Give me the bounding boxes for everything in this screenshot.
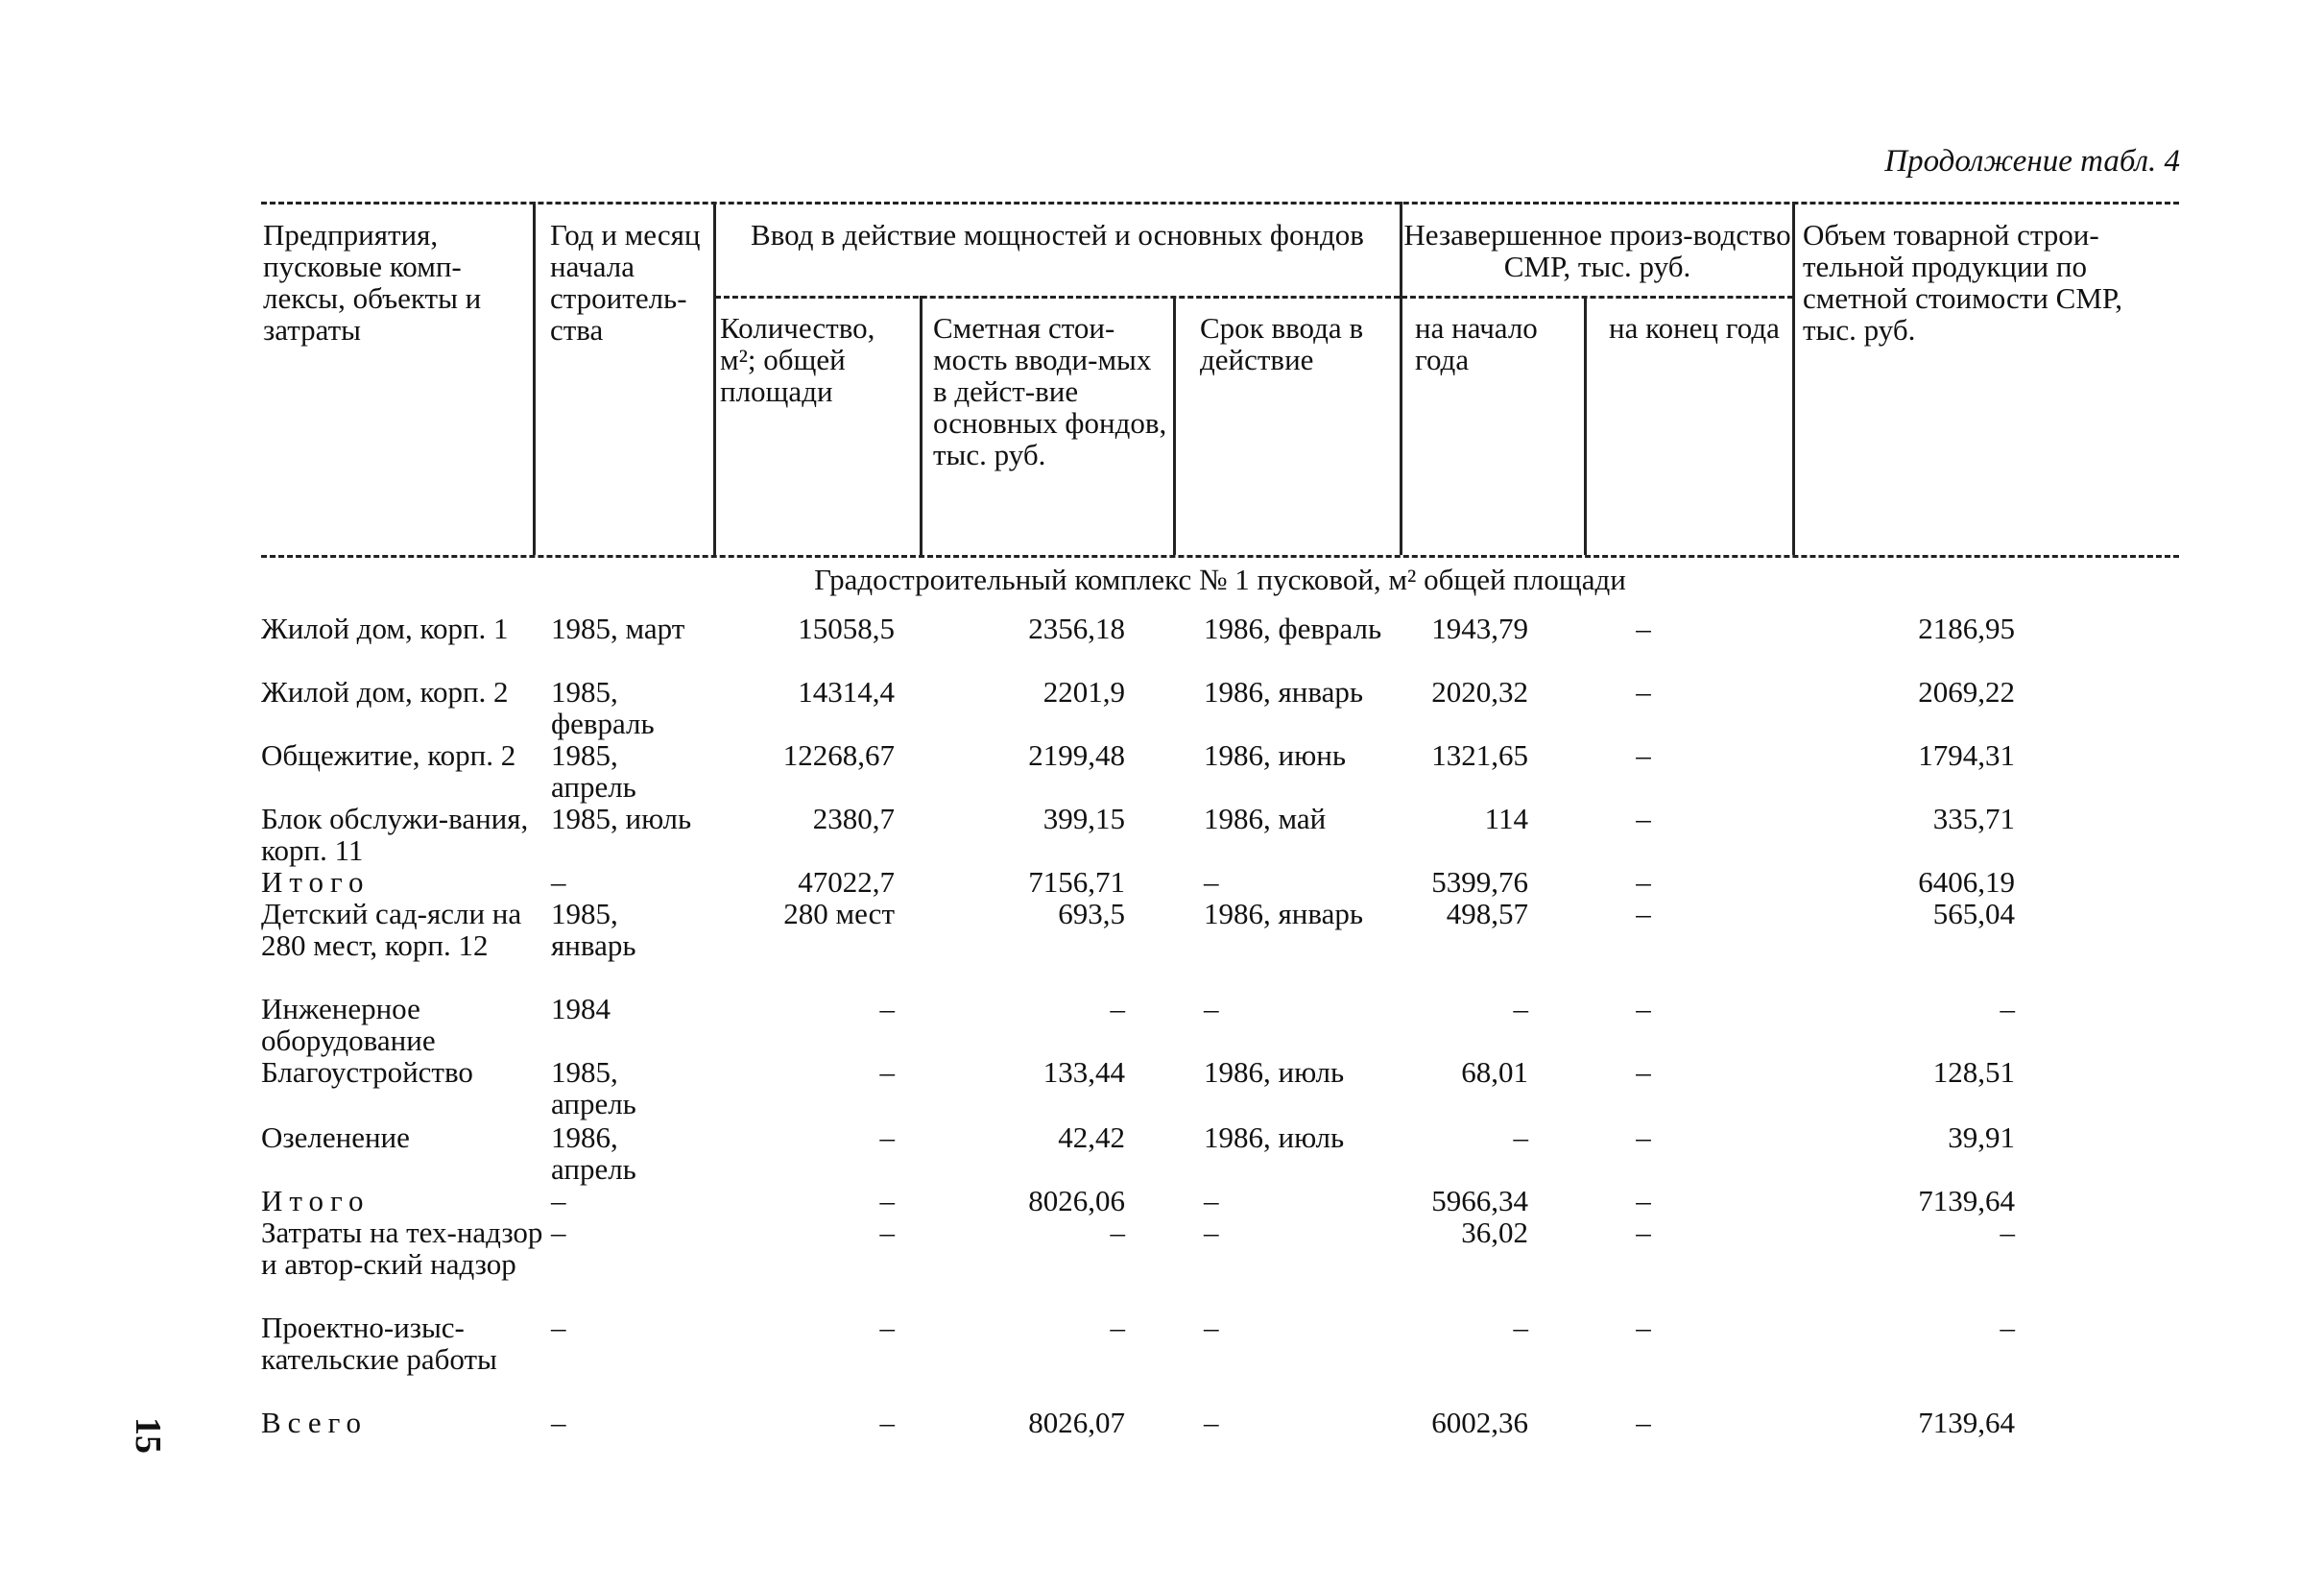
cell-name: Итого [261,865,371,899]
cell-term: 1986, май [1204,802,1327,835]
cell-name: Затраты на тех-надзор и автор-ский надзор [261,1216,543,1281]
group1-sub-rule [715,296,1400,299]
col-divider-4 [1173,296,1176,555]
cell-term: 1986, январь [1204,897,1363,930]
cell-wip-start: 1943,79 [1431,612,1528,645]
header-col-term: Срок ввода в действие [1200,311,1364,376]
cell-name: Всего [261,1406,369,1439]
cell-wip-start: 5399,76 [1431,865,1528,899]
cell-wip-end: – [1636,1184,1651,1217]
cell-qty: – [879,1311,895,1344]
cell-qty: 15058,5 [798,612,895,645]
cell-cost: 7156,71 [1028,865,1125,899]
table-top-rule [261,202,2179,205]
table-row [261,1216,2179,1312]
cell-start: – [551,1311,566,1344]
table-row [261,1056,2179,1121]
table-row [261,739,2179,803]
header-group-wip: Незавершенное произ-водство СМР, тыс. руб. [1403,218,1791,283]
cell-start: – [551,1216,566,1249]
table-row [261,676,2179,739]
header-col-objects: Предприятия, пусковые комп-лексы, объекты и затраты [263,218,482,347]
header-group-commissioning: Ввод в действие мощностей и основных фондов [751,218,1364,252]
cell-cost: 399,15 [1042,802,1125,835]
cell-volume: 2186,95 [1918,612,2015,645]
cell-wip-start: – [1513,992,1528,1025]
table-row-subtotal [261,866,2179,898]
cell-cost: 2356,18 [1028,612,1125,645]
cell-volume: – [2000,1311,2015,1344]
cell-cost: 2201,9 [1042,675,1125,709]
cell-cost: 2199,48 [1028,738,1125,772]
header-col-cost: Сметная стои-мость вводи-мых в дейст-вие основных фондов, тыс. руб. [933,311,1167,471]
page-number: 15 [128,1417,168,1454]
cell-qty: 2380,7 [812,802,895,835]
cell-wip-end: – [1636,992,1651,1025]
cell-volume: 128,51 [1932,1055,2015,1089]
cell-cost: – [1110,992,1125,1025]
cell-volume: 1794,31 [1918,738,2015,772]
cell-name: Жилой дом, корп. 2 [261,675,509,709]
cell-name: Итого [261,1184,371,1217]
col-divider-1 [533,202,536,555]
cell-wip-start: 36,02 [1461,1216,1528,1249]
cell-start: – [551,1406,566,1439]
cell-cost: 8026,07 [1028,1406,1125,1439]
cell-wip-start: 114 [1484,802,1528,835]
cell-name: Жилой дом, корп. 1 [261,612,509,645]
cell-wip-start: – [1513,1311,1528,1344]
table-body [261,613,2179,1438]
cell-term: 1986, июль [1204,1055,1345,1089]
table-row [261,613,2179,676]
cell-term: – [1204,992,1219,1025]
cell-cost: – [1110,1311,1125,1344]
cell-qty: – [879,1216,895,1249]
cell-volume: 7139,64 [1918,1406,2015,1439]
cell-volume: 7139,64 [1918,1184,2015,1217]
cell-wip-start: – [1513,1120,1528,1154]
cell-term: – [1204,1311,1219,1344]
col-divider-2 [713,202,716,555]
header-col-wip-end: на конец года [1609,311,1780,345]
header-bottom-rule [261,555,2179,558]
cell-start: 1985, январь [551,897,636,962]
cell-volume: – [2000,1216,2015,1249]
cell-cost: 133,44 [1042,1055,1125,1089]
table-row [261,1121,2179,1185]
cell-wip-end: – [1636,897,1651,930]
cell-wip-end: – [1636,738,1651,772]
cell-term: – [1204,1216,1219,1249]
cell-wip-end: – [1636,675,1651,709]
cell-qty: 14314,4 [798,675,895,709]
header-col-quantity: Количество, м²; общей площади [720,311,875,408]
cell-wip-end: – [1636,865,1651,899]
header-col-start: Год и месяц начала строитель-ства [550,218,701,347]
table-row-subtotal [261,1185,2179,1216]
table-continuation-label: Продолжение табл. 4 [1884,144,2180,179]
cell-wip-start: 2020,32 [1431,675,1528,709]
cell-name: Озеленение [261,1120,410,1154]
cell-volume: – [2000,992,2015,1025]
cell-qty: – [879,1406,895,1439]
col-divider-3 [920,296,922,555]
cell-cost: 42,42 [1058,1120,1125,1154]
group2-sub-rule [1402,296,1793,299]
header-col-volume: Объем товарной строи-тельной продукции по сметной стоимости СМР, тыс. руб. [1803,218,2122,347]
cell-term: 1986, январь [1204,675,1363,709]
cell-cost: – [1110,1216,1125,1249]
cell-cost: 693,5 [1058,897,1125,930]
cell-start: 1984 [551,992,611,1025]
cell-wip-start: 1321,65 [1431,738,1528,772]
cell-qty: 12268,67 [782,738,895,772]
cell-volume: 6406,19 [1918,865,2015,899]
cell-qty: 280 мест [783,897,895,930]
cell-wip-end: – [1636,1311,1651,1344]
cell-start: 1985, апрель [551,738,636,804]
cell-qty: – [879,1120,895,1154]
cell-name: Инженерное оборудование [261,992,436,1057]
cell-qty: – [879,992,895,1025]
cell-term: 1986, февраль [1204,612,1382,645]
cell-volume: 565,04 [1932,897,2015,930]
cell-wip-start: 498,57 [1446,897,1528,930]
cell-start: 1985, февраль [551,675,655,740]
col-divider-6 [1584,296,1587,555]
cell-wip-end: – [1636,612,1651,645]
header-col-wip-start: на начало года [1415,311,1538,376]
cell-term: 1986, июль [1204,1120,1345,1154]
cell-volume: 39,91 [1948,1120,2015,1154]
cell-start: – [551,1184,566,1217]
cell-wip-end: – [1636,1216,1651,1249]
table-row-total [261,1407,2179,1438]
table-row [261,1312,2179,1407]
cell-start: 1985, июль [551,802,692,835]
section-title: Градостроительный комплекс № 1 пусковой, м² общей площади [814,563,1626,596]
table-row [261,803,2179,866]
cell-name: Благоустройство [261,1055,473,1089]
cell-wip-end: – [1636,1120,1651,1154]
cell-term: – [1204,1184,1219,1217]
cell-start: 1985, апрель [551,1055,636,1120]
cell-qty: 47022,7 [798,865,895,899]
cell-start: 1986, апрель [551,1120,636,1186]
cell-start: – [551,865,566,899]
cell-wip-start: 5966,34 [1431,1184,1528,1217]
cell-name: Блок обслужи-вания, корп. 11 [261,802,529,867]
cell-name: Проектно-изыс-кательские работы [261,1311,497,1376]
cell-qty: – [879,1184,895,1217]
cell-volume: 335,71 [1932,802,2015,835]
cell-term: 1986, июнь [1204,738,1346,772]
cell-name: Детский сад-ясли на 280 мест, корп. 12 [261,897,522,962]
cell-wip-end: – [1636,1055,1651,1089]
cell-cost: 8026,06 [1028,1184,1125,1217]
cell-wip-start: 68,01 [1461,1055,1528,1089]
cell-term: – [1204,1406,1219,1439]
cell-name: Общежитие, корп. 2 [261,738,516,772]
cell-start: 1985, март [551,612,685,645]
cell-term: – [1204,865,1219,899]
table-row [261,993,2179,1056]
cell-wip-end: – [1636,1406,1651,1439]
cell-qty: – [879,1055,895,1089]
cell-volume: 2069,22 [1918,675,2015,709]
cell-wip-start: 6002,36 [1431,1406,1528,1439]
cell-wip-end: – [1636,802,1651,835]
table-row [261,898,2179,993]
